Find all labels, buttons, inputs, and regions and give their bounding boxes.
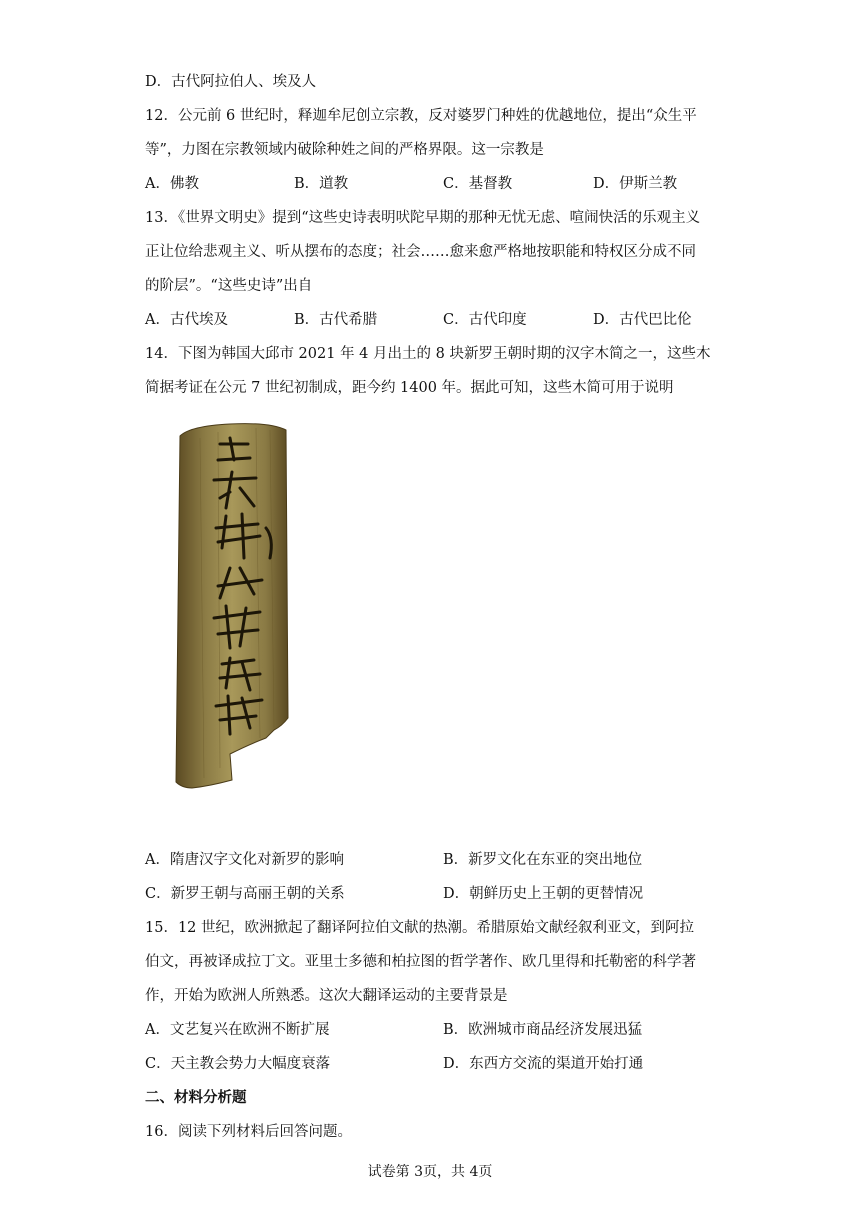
- q14-option-d: D．朝鲜历史上王朝的更替情况: [443, 886, 644, 902]
- wooden-slip-image: [170, 408, 308, 800]
- q14-stem-line1: 14．下图为韩国大邱市 2021 年 4 月出土的 8 块新罗王朝时期的汉字木简之一，这些木: [145, 346, 711, 362]
- q14-stem-line2: 简据考证在公元 7 世纪初制成，距今约 1400 年。据此可知，这些木简可用于说明: [145, 380, 674, 396]
- q13-stem-line2: 正让位给悲观主义、听从摆布的态度；社会……愈来愈严格地按职能和特权区分成不同: [145, 244, 696, 260]
- q15-stem-line2: 伯文，再被译成拉丁文。亚里士多德和柏拉图的哲学著作、欧几里得和托勒密的科学著: [145, 954, 696, 970]
- q15-stem-line1: 15．12 世纪，欧洲掀起了翻译阿拉伯文献的热潮。希腊原始文献经叙利亚文，到阿拉: [145, 920, 695, 936]
- q13-option-a: A．古代埃及: [145, 312, 228, 328]
- q12-option-a: A．佛教: [145, 176, 199, 192]
- q12-stem-line1: 12．公元前 6 世纪时，释迦牟尼创立宗教，反对婆罗门种姓的优越地位，提出“众生平: [145, 108, 697, 124]
- q15-option-a: A．文艺复兴在欧洲不断扩展: [145, 1022, 330, 1038]
- q13-option-c: C．古代印度: [443, 312, 527, 328]
- q14-option-a: A．隋唐汉字文化对新罗的影响: [145, 852, 344, 868]
- q13-option-b: B．古代希腊: [294, 312, 378, 328]
- q14-option-b: B．新罗文化在东亚的突出地位: [443, 852, 643, 868]
- q12-option-b: B．道教: [294, 176, 349, 192]
- q12-stem-line2: 等”，力图在宗教领域内破除种姓之间的严格界限。这一宗教是: [145, 142, 544, 158]
- page-footer: 试卷第 3页，共 4页: [367, 1164, 493, 1180]
- q12-option-c: C．基督教: [443, 176, 513, 192]
- q15-option-c: C．天主教会势力大幅度衰落: [145, 1056, 331, 1072]
- q13-stem-line3: 的阶层”。“这些史诗”出自: [145, 278, 313, 294]
- q13-stem-line1: 13．《世界文明史》提到“这些史诗表明吠陀早期的那种无忧无虑、喧闹快活的乐观主义: [145, 210, 701, 226]
- q16-stem: 16．阅读下列材料后回答问题。: [145, 1124, 352, 1140]
- q11-option-d: D．古代阿拉伯人、埃及人: [145, 74, 317, 90]
- q13-option-d: D．古代巴比伦: [593, 312, 692, 328]
- q14-option-c: C．新罗王朝与高丽王朝的关系: [145, 886, 345, 902]
- section-title: 二、材料分析题: [145, 1089, 247, 1106]
- q15-stem-line3: 作，开始为欧洲人所熟悉。这次大翻译运动的主要背景是: [145, 988, 508, 1004]
- q15-option-d: D．东西方交流的渠道开始打通: [443, 1056, 644, 1072]
- q15-option-b: B．欧洲城市商品经济发展迅猛: [443, 1022, 643, 1038]
- q12-option-d: D．伊斯兰教: [593, 176, 678, 192]
